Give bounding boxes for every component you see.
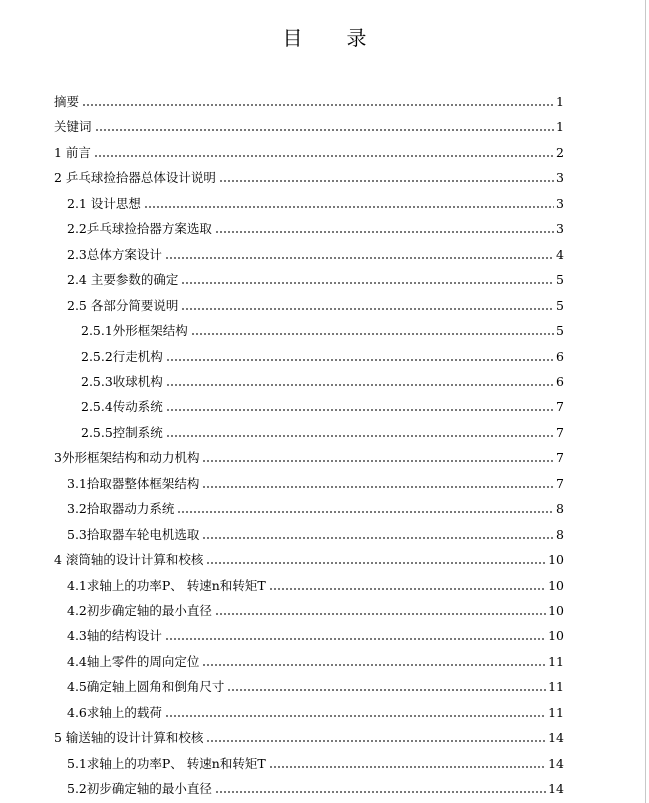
toc-entry-page: 4 [556,247,564,262]
dot-leader [82,99,554,107]
dot-leader [165,633,546,641]
toc-entry-page: 5 [556,298,564,313]
toc-entry-label: 5.3拾取器车轮电机选取 [67,527,200,542]
toc-entry-page: 2 [556,145,564,160]
toc-entry-page: 11 [548,654,564,669]
title-char-1: 目 [282,26,303,50]
dot-leader [166,404,554,412]
toc-entry-label: 4.1求轴上的功率P、 转速n和转矩T [67,578,266,593]
dot-leader [202,455,554,463]
dot-leader [144,201,554,209]
toc-entry[interactable] [67,752,564,772]
toc-entry-page: 3 [556,170,564,185]
toc-entry-page: 11 [548,705,564,720]
toc-entry-page: 10 [548,552,564,567]
toc-entry-page: 14 [548,730,564,745]
dot-leader [206,557,546,565]
dot-leader [177,506,554,514]
toc-entry[interactable] [67,523,564,543]
toc-entry[interactable] [67,497,564,517]
dot-leader [166,430,554,438]
toc-entry[interactable] [54,548,564,568]
toc-entry-page: 5 [556,272,564,287]
toc-entry-page: 10 [548,578,564,593]
dot-leader [215,608,546,616]
dot-leader [215,786,546,794]
toc-entry-page: 1 [556,119,564,134]
dot-leader [227,684,546,692]
toc-entry-label: 5 输送轴的设计计算和校核 [54,730,204,745]
toc-entry-page: 3 [556,196,564,211]
toc-entry[interactable] [67,599,564,619]
toc-entry[interactable] [67,472,564,492]
toc-entry[interactable] [81,319,564,339]
toc-entry-label: 2.3总体方案设计 [67,247,162,262]
toc-entry-label: 2 乒乓球捡拾器总体设计说明 [54,170,216,185]
toc-entry[interactable] [54,115,564,135]
toc-entry-page: 14 [548,781,564,796]
dot-leader [219,175,554,183]
toc-entry-page: 3 [556,221,564,236]
toc-entry[interactable] [67,294,564,314]
toc-entry-page: 8 [556,501,564,516]
toc-entry[interactable] [67,777,564,797]
toc-entry[interactable] [54,90,564,110]
toc-entry-label: 2.5.3收球机构 [81,374,163,389]
toc-entry-page: 7 [556,425,564,440]
toc-entry[interactable] [54,141,564,161]
page-edge [645,0,646,803]
dot-leader [202,481,554,489]
dot-leader [181,303,554,311]
toc-entry-label: 3.2拾取器动力系统 [67,501,175,516]
toc-entry[interactable] [67,574,564,594]
toc-entry-page: 14 [548,756,564,771]
toc-entry-label: 4.4轴上零件的周向定位 [67,654,200,669]
toc-entry[interactable] [67,268,564,288]
toc-entry-page: 8 [556,527,564,542]
dot-leader [181,277,554,285]
toc-entry-label: 2.4 主要参数的确定 [67,272,179,287]
dot-leader [166,379,554,387]
toc-entry[interactable] [67,192,564,212]
toc-entry-page: 6 [556,374,564,389]
toc-entry[interactable] [67,217,564,237]
toc-entry-page: 1 [556,94,564,109]
toc-entry[interactable] [81,395,564,415]
toc-entry[interactable] [81,370,564,390]
toc-entry[interactable] [67,624,564,644]
dot-leader [206,735,546,743]
toc-entry-page: 11 [548,679,564,694]
dot-leader [269,583,546,591]
toc-entry-label: 3.1拾取器整体框架结构 [67,476,200,491]
toc-entry[interactable] [67,675,564,695]
toc-entry-label: 2.5.1外形框架结构 [81,323,188,338]
toc-entry-page: 10 [548,603,564,618]
toc-entry[interactable] [54,166,564,186]
dot-leader [269,761,546,769]
toc-entry-page: 6 [556,349,564,364]
dot-leader [215,226,554,234]
toc-entry[interactable] [67,243,564,263]
dot-leader [191,328,554,336]
toc-entry-label: 1 前言 [54,145,91,160]
toc-entry-label: 4.5确定轴上圆角和倒角尺寸 [67,679,225,694]
dot-leader [95,124,554,132]
toc-entry-label: 摘要 [54,94,80,109]
toc-entry-label: 2.2乒乓球捡拾器方案选取 [67,221,212,236]
title-char-2: 录 [346,26,367,50]
toc-entry[interactable] [81,345,564,365]
toc-entry-label: 4 滚筒轴的设计计算和校核 [54,552,204,567]
toc-entry-label: 关键词 [54,119,92,134]
dot-leader [94,150,554,158]
page-title [0,22,649,51]
toc-entry-label: 5.1求轴上的功率P、 转速n和转矩T [67,756,266,771]
toc-entry-label: 4.6求轴上的载荷 [67,705,162,720]
toc-entry-page: 10 [548,628,564,643]
toc-entry[interactable] [54,726,564,746]
toc-entry-label: 3外形框架结构和动力机构 [54,450,200,465]
toc-entry[interactable] [81,421,564,441]
toc-entry[interactable] [67,650,564,670]
dot-leader [165,710,546,718]
toc-entry-label: 4.2初步确定轴的最小直径 [67,603,212,618]
toc-entry-label: 4.3轴的结构设计 [67,628,162,643]
toc-entry-page: 5 [556,323,564,338]
toc-entry-label: 2.5.2行走机构 [81,349,163,364]
toc-entry-label: 2.1 设计思想 [67,196,141,211]
dot-leader [202,659,546,667]
dot-leader [165,252,554,260]
toc-entry-label: 2.5.5控制系统 [81,425,163,440]
toc-entry[interactable] [54,446,564,466]
toc-entry-label: 5.2初步确定轴的最小直径 [67,781,212,796]
toc-entry-page: 7 [556,399,564,414]
toc-entry-label: 2.5 各部分简要说明 [67,298,179,313]
toc-entry-page: 7 [556,450,564,465]
toc-entry-label: 2.5.4传动系统 [81,399,163,414]
dot-leader [202,532,554,540]
toc-entry-page: 7 [556,476,564,491]
toc-entry[interactable] [67,701,564,721]
dot-leader [166,354,554,362]
